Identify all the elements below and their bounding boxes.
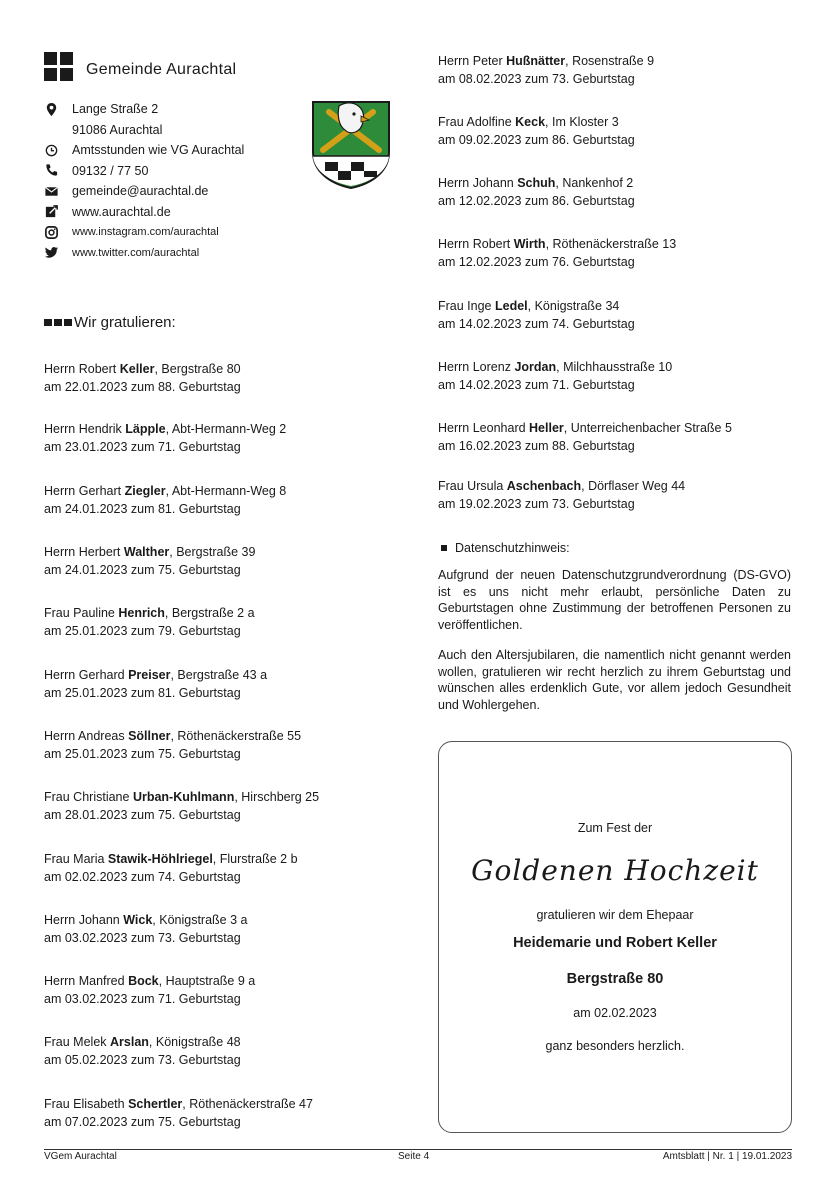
person-name: Ziegler [124, 484, 166, 498]
address-city: 91086 Aurachtal [72, 122, 163, 137]
section-heading [44, 314, 176, 331]
website-link[interactable]: www.aurachtal.de [72, 204, 171, 219]
birthday-entry: Herrn Manfred Bock, Hauptstraße 9 a am 03.02.2023 zum 71. Geburtstag [44, 974, 256, 1006]
birthday-entry: Frau Maria Stawik-Höhlriegel, Flurstraße 2 b am 02.02.2023 zum 74. Geburtstag [44, 852, 298, 884]
external-link-icon [44, 204, 59, 219]
birthday-entry: Frau Elisabeth Schertler, Röthenäckerstraße 47 am 07.02.2023 zum 75. Geburtstag [44, 1097, 313, 1129]
birthday-entry: Herrn Robert Keller, Bergstraße 80 am 22.01.2023 zum 88. Geburtstag [44, 362, 241, 394]
twitter-link[interactable]: www.twitter.com/aurachtal [72, 246, 200, 259]
anniversary-box [438, 741, 792, 1133]
envelope-icon [44, 184, 59, 199]
anniversary-intro: Zum Fest der [577, 821, 653, 835]
person-name: Aschenbach [506, 479, 582, 493]
person-name: Arslan [110, 1035, 149, 1049]
address-street: Lange Straße 2 [72, 102, 159, 117]
person-name: Preiser [128, 668, 171, 682]
section-title: Wir gratulieren: [74, 314, 176, 331]
contact-address [44, 99, 294, 120]
clock-icon [44, 143, 59, 158]
person-name: Wirth [513, 237, 546, 251]
person-name: Hußnätter [506, 54, 566, 68]
person-name: Heller [529, 421, 564, 435]
anniversary-date: am 02.02.2023 [573, 1006, 657, 1020]
contact-email [44, 181, 294, 202]
birthday-entry: Herrn Hendrik Läpple, Abt-Hermann-Weg 2 am 23.01.2023 zum 71. Geburtstag [44, 422, 287, 454]
contact-website [44, 202, 294, 223]
instagram-icon [44, 225, 59, 240]
email-link[interactable]: gemeinde@aurachtal.de [72, 184, 209, 199]
birthday-entry: Herrn Andreas Söllner, Röthenäckerstraße 55 am 25.01.2023 zum 75. Geburtstag [44, 729, 302, 761]
contact-hours [44, 140, 294, 161]
footer-right: Amtsblatt | Nr. 1 | 19.01.2023 [662, 1151, 792, 1162]
phone-icon [44, 163, 59, 178]
person-name: Walther [123, 545, 170, 559]
contact-block [44, 99, 294, 263]
person-name: Schertler [128, 1097, 183, 1111]
birthday-entry: Herrn Robert Wirth, Röthenäckerstraße 13 am 12.02.2023 zum 76. Geburtstag [438, 237, 677, 269]
person-name: Schuh [517, 176, 556, 190]
person-name: Urban-Kuhlmann [132, 790, 235, 804]
birthday-entry: Herrn Gerhard Preiser, Bergstraße 43 a am 25.01.2023 zum 81. Geburtstag [44, 668, 268, 700]
contact-instagram [44, 222, 294, 243]
person-name: Stawik-Höhlriegel [107, 852, 213, 866]
instagram-link[interactable]: www.instagram.com/aurachtal [72, 226, 219, 239]
person-name: Wick [123, 913, 153, 927]
coat-of-arms-image [311, 100, 391, 190]
contact-phone [44, 161, 294, 182]
birthday-entry: Herrn Gerhart Ziegler, Abt-Hermann-Weg 8 am 24.01.2023 zum 81. Geburtstag [44, 484, 287, 516]
contact-city [44, 120, 294, 141]
privacy-paragraph-2: Auch den Altersjubilaren, die namentlich nicht genannt werden wollen, gratulieren wir recht herzlich zu ihrem Geburtstag und wünschen alles erdenklich Gute, vor allem jedoch Gesundheit und Wohlergehen. [438, 648, 791, 712]
anniversary-script-title: Goldenen Hochzeit [471, 854, 759, 887]
person-name: Söllner [128, 729, 171, 743]
location-pin-icon [44, 102, 59, 117]
municipality-title: Gemeinde Aurachtal [86, 61, 237, 78]
footer-page-number: Seite 4 [398, 1151, 430, 1162]
footer-left: VGem Aurachtal [44, 1151, 117, 1162]
anniversary-street: Bergstraße 80 [566, 971, 664, 987]
person-name: Henrich [118, 606, 165, 620]
heading-square-icon [64, 319, 72, 326]
privacy-heading-text: Datenschutzhinweis: [455, 541, 570, 555]
twitter-icon [44, 245, 59, 260]
person-name: Bock [128, 974, 159, 988]
birthday-entry: Frau Christiane Urban-Kuhlmann, Hirschberg 25 am 28.01.2023 zum 75. Geburtstag [44, 790, 320, 822]
phone-number[interactable]: 09132 / 77 50 [72, 163, 149, 178]
person-name: Ledel [494, 299, 528, 313]
birthday-entry: Herrn Johann Wick, Königstraße 3 a am 03.02.2023 zum 73. Geburtstag [44, 913, 248, 945]
heading-square-icon [44, 319, 52, 326]
anniversary-closing: ganz besonders herzlich. [545, 1039, 685, 1053]
person-name: Läpple [125, 422, 166, 436]
birthday-entry: Herrn Johann Schuh, Nankenhof 2 am 12.02.2023 zum 86. Geburtstag [438, 176, 635, 208]
bullet-square-icon [441, 545, 447, 551]
privacy-paragraph-1: Aufgrund der neuen Datenschutzgrundverordnung (DS-GVO) ist es uns nicht mehr erlaubt, persönliche Daten zu Geburtstagen ohne Zustimmung der betroffenen Personen zu veröffentlichen. [438, 568, 791, 632]
privacy-heading [438, 541, 570, 555]
birthday-entry: Frau Melek Arslan, Königstraße 48 am 05.02.2023 zum 73. Geburtstag [44, 1035, 241, 1067]
person-name: Jordan [514, 360, 557, 374]
birthday-entry: Herrn Herbert Walther, Bergstraße 39 am 24.01.2023 zum 75. Geburtstag [44, 545, 256, 577]
birthday-entry: Herrn Leonhard Heller, Unterreichenbacher Straße 5 am 16.02.2023 zum 88. Geburtstag [438, 421, 732, 453]
person-name: Keller [119, 362, 155, 376]
person-name: Keck [515, 115, 546, 129]
heading-square-icon [54, 319, 62, 326]
birthday-entry: Herrn Lorenz Jordan, Milchhausstraße 10 am 14.02.2023 zum 71. Geburtstag [438, 360, 673, 392]
municipality-logo [44, 52, 73, 81]
office-hours: Amtsstunden wie VG Aurachtal [72, 143, 245, 158]
birthday-entry: Herrn Peter Hußnätter, Rosenstraße 9 am 08.02.2023 zum 73. Geburtstag [438, 54, 655, 86]
anniversary-couple: Heidemarie und Robert Keller [513, 935, 717, 951]
birthday-entry: Frau Ursula Aschenbach, Dörflaser Weg 44 am 19.02.2023 zum 73. Geburtstag [438, 479, 686, 511]
footer-divider [44, 1149, 792, 1150]
contact-twitter [44, 243, 294, 264]
birthday-entry: Frau Adolfine Keck, Im Kloster 3 am 09.02.2023 zum 86. Geburtstag [438, 115, 635, 147]
birthday-entry: Frau Pauline Henrich, Bergstraße 2 a am 25.01.2023 zum 79. Geburtstag [44, 606, 255, 638]
birthday-entry: Frau Inge Ledel, Königstraße 34 am 14.02.2023 zum 74. Geburtstag [438, 299, 635, 331]
anniversary-congrats: gratulieren wir dem Ehepaar [536, 908, 694, 922]
